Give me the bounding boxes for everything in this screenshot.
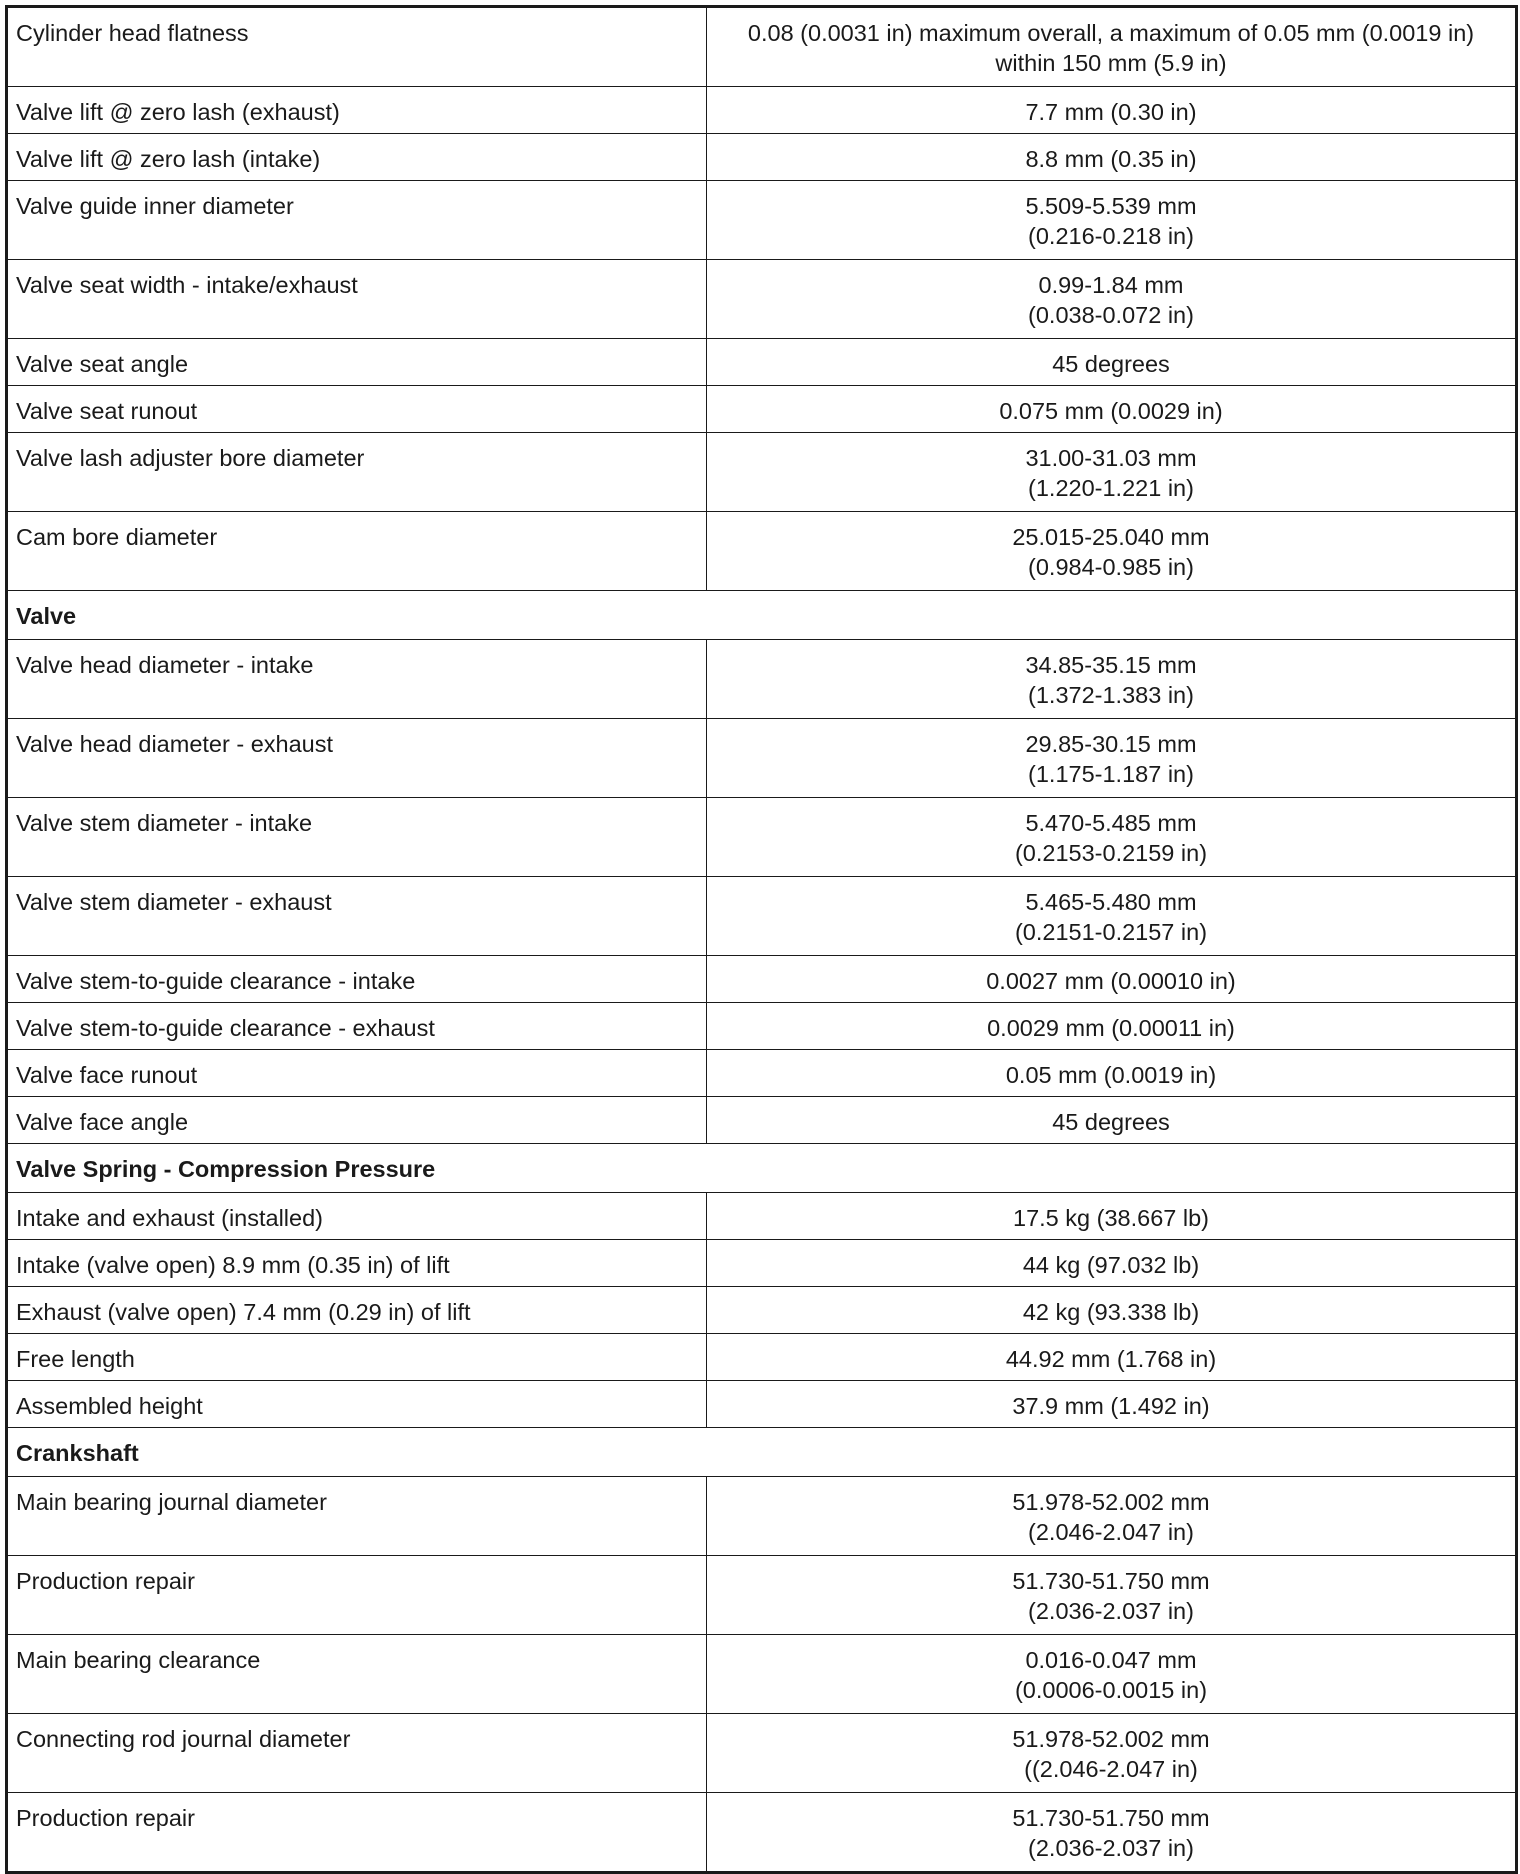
spec-value: 51.978-52.002 mm ((2.046-2.047 in) [707, 1714, 1517, 1793]
spec-row [7, 1193, 1517, 1240]
spec-row [7, 1240, 1517, 1287]
spec-row [7, 798, 1517, 877]
spec-row [7, 1556, 1517, 1635]
spec-row [7, 260, 1517, 339]
section-title: Crankshaft [7, 1428, 1517, 1477]
spec-value: 42 kg (93.338 lb) [707, 1287, 1517, 1334]
spec-table [5, 5, 1518, 1874]
section-header-row [7, 591, 1517, 640]
spec-parameter: Valve stem diameter - intake [7, 798, 707, 877]
spec-value: 5.470-5.485 mm (0.2153-0.2159 in) [707, 798, 1517, 877]
spec-value: 51.978-52.002 mm (2.046-2.047 in) [707, 1477, 1517, 1556]
spec-row [7, 1287, 1517, 1334]
spec-parameter: Main bearing clearance [7, 1635, 707, 1714]
spec-value: 8.8 mm (0.35 in) [707, 134, 1517, 181]
spec-row [7, 339, 1517, 386]
spec-parameter: Valve lash adjuster bore diameter [7, 433, 707, 512]
spec-parameter: Exhaust (valve open) 7.4 mm (0.29 in) of lift [7, 1287, 707, 1334]
spec-value: 37.9 mm (1.492 in) [707, 1381, 1517, 1428]
spec-value: 0.0029 mm (0.00011 in) [707, 1003, 1517, 1050]
spec-value: 51.730-51.750 mm (2.036-2.037 in) [707, 1793, 1517, 1873]
spec-row [7, 640, 1517, 719]
spec-row [7, 1003, 1517, 1050]
spec-parameter: Valve face runout [7, 1050, 707, 1097]
spec-value: 5.509-5.539 mm (0.216-0.218 in) [707, 181, 1517, 260]
spec-parameter: Intake (valve open) 8.9 mm (0.35 in) of lift [7, 1240, 707, 1287]
spec-row [7, 433, 1517, 512]
spec-row [7, 512, 1517, 591]
spec-parameter: Intake and exhaust (installed) [7, 1193, 707, 1240]
spec-value: 45 degrees [707, 339, 1517, 386]
spec-parameter: Valve seat width - intake/exhaust [7, 260, 707, 339]
spec-parameter: Valve lift @ zero lash (exhaust) [7, 87, 707, 134]
spec-parameter: Production repair [7, 1556, 707, 1635]
spec-value: 44.92 mm (1.768 in) [707, 1334, 1517, 1381]
spec-row [7, 1635, 1517, 1714]
section-title: Valve [7, 591, 1517, 640]
spec-value: 7.7 mm (0.30 in) [707, 87, 1517, 134]
spec-value: 25.015-25.040 mm (0.984-0.985 in) [707, 512, 1517, 591]
spec-parameter: Production repair [7, 1793, 707, 1873]
spec-parameter: Connecting rod journal diameter [7, 1714, 707, 1793]
spec-parameter: Cam bore diameter [7, 512, 707, 591]
spec-value: 0.99-1.84 mm (0.038-0.072 in) [707, 260, 1517, 339]
spec-value: 31.00-31.03 mm (1.220-1.221 in) [707, 433, 1517, 512]
section-title: Valve Spring - Compression Pressure [7, 1144, 1517, 1193]
spec-value: 5.465-5.480 mm (0.2151-0.2157 in) [707, 877, 1517, 956]
spec-value: 0.08 (0.0031 in) maximum overall, a maximum of 0.05 mm (0.0019 in) within 150 mm (5.9 in) [707, 7, 1517, 87]
spec-row [7, 181, 1517, 260]
spec-value: 29.85-30.15 mm (1.175-1.187 in) [707, 719, 1517, 798]
section-header-row [7, 1428, 1517, 1477]
spec-value: 0.016-0.047 mm (0.0006-0.0015 in) [707, 1635, 1517, 1714]
spec-parameter: Assembled height [7, 1381, 707, 1428]
spec-value: 0.0027 mm (0.00010 in) [707, 956, 1517, 1003]
spec-row [7, 134, 1517, 181]
spec-parameter: Valve face angle [7, 1097, 707, 1144]
spec-parameter: Valve stem-to-guide clearance - exhaust [7, 1003, 707, 1050]
spec-parameter: Valve guide inner diameter [7, 181, 707, 260]
spec-parameter: Valve lift @ zero lash (intake) [7, 134, 707, 181]
spec-parameter: Valve seat angle [7, 339, 707, 386]
spec-parameter: Valve stem diameter - exhaust [7, 877, 707, 956]
spec-row [7, 1381, 1517, 1428]
spec-row [7, 1793, 1517, 1873]
spec-parameter: Cylinder head flatness [7, 7, 707, 87]
spec-table-body [7, 7, 1517, 1873]
spec-row [7, 87, 1517, 134]
spec-parameter: Main bearing journal diameter [7, 1477, 707, 1556]
spec-parameter: Valve seat runout [7, 386, 707, 433]
spec-row [7, 1097, 1517, 1144]
spec-parameter: Free length [7, 1334, 707, 1381]
spec-parameter: Valve head diameter - exhaust [7, 719, 707, 798]
spec-parameter: Valve head diameter - intake [7, 640, 707, 719]
spec-row [7, 1334, 1517, 1381]
spec-value: 17.5 kg (38.667 lb) [707, 1193, 1517, 1240]
spec-value: 0.075 mm (0.0029 in) [707, 386, 1517, 433]
spec-row [7, 877, 1517, 956]
spec-parameter: Valve stem-to-guide clearance - intake [7, 956, 707, 1003]
spec-value: 45 degrees [707, 1097, 1517, 1144]
spec-row [7, 1477, 1517, 1556]
spec-row [7, 1714, 1517, 1793]
spec-value: 44 kg (97.032 lb) [707, 1240, 1517, 1287]
section-header-row [7, 1144, 1517, 1193]
spec-row [7, 719, 1517, 798]
spec-value: 51.730-51.750 mm (2.036-2.037 in) [707, 1556, 1517, 1635]
spec-value: 0.05 mm (0.0019 in) [707, 1050, 1517, 1097]
spec-row [7, 7, 1517, 87]
spec-row [7, 386, 1517, 433]
spec-row [7, 1050, 1517, 1097]
spec-row [7, 956, 1517, 1003]
spec-value: 34.85-35.15 mm (1.372-1.383 in) [707, 640, 1517, 719]
